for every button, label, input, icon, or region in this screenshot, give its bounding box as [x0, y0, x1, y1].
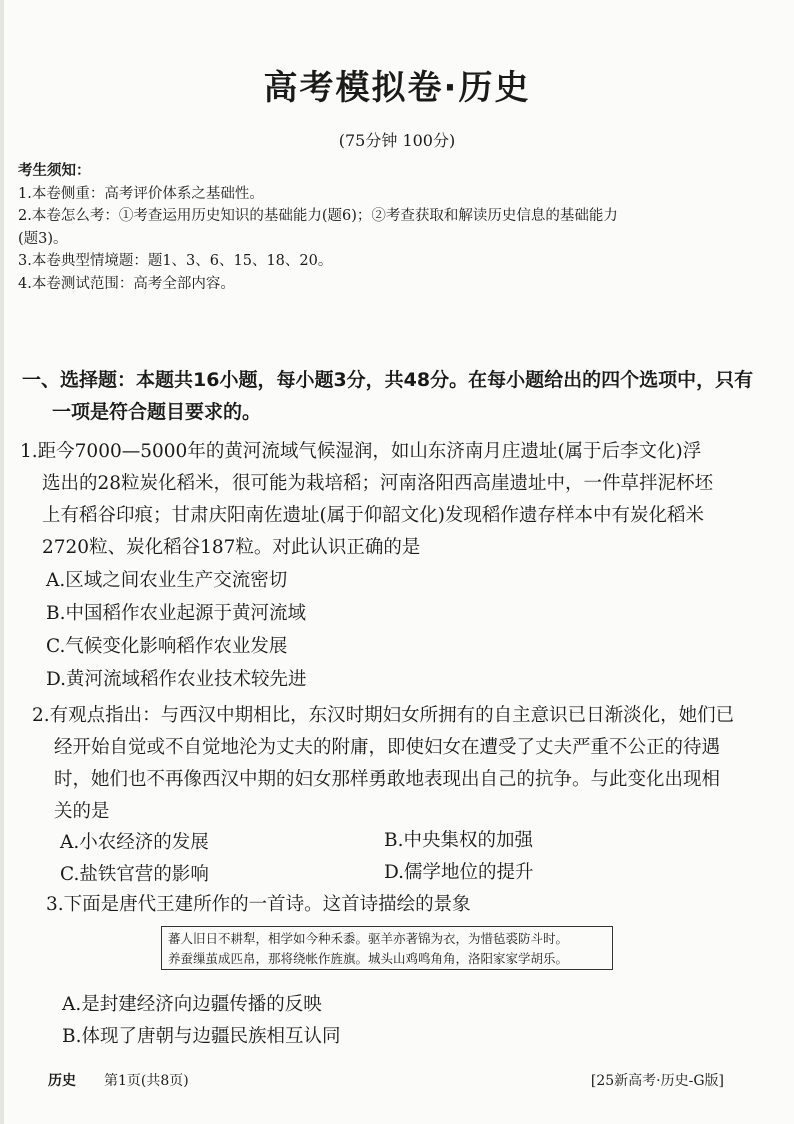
- scan-edge: [0, 0, 4, 1124]
- poem-box: [161, 926, 613, 970]
- section-heading-line: 一、选择题：本题共16小题，每小题3分，共48分。在每小题给出的四个选项中，只有: [22, 369, 754, 391]
- notice-item: (题3)。: [18, 230, 68, 247]
- poem-line: 养蚕缫茧成匹帛，那将绕帐作旌旗。城头山鸡鸣角角，洛阳家家学胡乐。: [168, 951, 569, 966]
- q2-option-d[interactable]: D.儒学地位的提升: [384, 862, 534, 883]
- poem-line: 蕃人旧日不耕犁，相学如今种禾黍。驱羊亦著锦为衣，为惜毡裘防斗时。: [168, 931, 569, 946]
- question-line: 上有稻谷印痕；甘肃庆阳南佐遗址(属于仰韶文化)发现稻作遗存样本中有炭化稻米: [42, 505, 704, 526]
- exam-duration-score: (75分钟 100分): [338, 131, 456, 150]
- exam-title: 高考模拟卷·历史: [263, 68, 531, 108]
- question-line: 1.距今7000—5000年的黄河流域气候湿润，如山东济南月庄遗址(属于后李文化)浮: [20, 441, 702, 462]
- section-heading-line: 一项是符合题目要求的。: [52, 401, 262, 423]
- q2-option-b[interactable]: B.中央集权的加强: [384, 830, 533, 851]
- question-line: 关的是: [54, 801, 110, 822]
- q1-option-a[interactable]: A.区域之间农业生产交流密切: [46, 570, 288, 591]
- notice-block: [18, 160, 778, 295]
- section-heading: [22, 364, 782, 428]
- q1-option-b[interactable]: B.中国稻作农业起源于黄河流域: [46, 603, 306, 624]
- q1-option-c[interactable]: C.气候变化影响稻作农业发展: [46, 636, 288, 657]
- q1-option-d[interactable]: D.黄河流域稻作农业技术较先进: [46, 669, 307, 690]
- question-line: 选出的28粒炭化稻米，很可能为栽培稻；河南洛阳西高崖遗址中，一件草拌泥杯坯: [42, 473, 714, 494]
- question-3-stem: 3.下面是唐代王建所作的一首诗。这首诗描绘的景象: [46, 894, 471, 915]
- notice-item: 2.本卷怎么考：①考查运用历史知识的基础能力(题6)；②考查获取和解读历史信息的基础能力: [18, 208, 618, 224]
- notice-item: 1.本卷侧重：高考评价体系之基础性。: [18, 185, 264, 202]
- question-line: 经开始自觉或不自觉地沦为丈夫的附庸，即使妇女在遭受了丈夫严重不公正的待遇: [54, 737, 721, 758]
- question-line: 时，她们也不再像西汉中期的妇女那样勇敢地表现出自己的抗争。与此变化出现相: [54, 769, 721, 790]
- q3-option-a[interactable]: A.是封建经济向边疆传播的反映: [62, 994, 322, 1015]
- question-1-stem: [20, 436, 713, 564]
- notice-item: 4.本卷测试范围：高考全部内容。: [18, 275, 235, 292]
- q3-option-b[interactable]: B.体现了唐朝与边疆民族相互认同: [62, 1026, 341, 1047]
- q2-option-a[interactable]: A.小农经济的发展: [60, 832, 209, 853]
- q2-option-c[interactable]: C.盐铁官营的影响: [60, 864, 209, 885]
- question-line: 2720粒、炭化稻谷187粒。对此认识正确的是: [42, 537, 421, 558]
- question-2-stem: [32, 700, 734, 828]
- footer-edition-code: [25新高考·历史-G版]: [590, 1073, 724, 1089]
- footer-page-number: 第1页(共8页): [104, 1073, 189, 1089]
- notice-item: 3.本卷典型情境题：题1、3、6、15、18、20。: [18, 253, 333, 269]
- footer-left: [48, 1070, 189, 1090]
- notice-heading: 考生须知：: [18, 163, 91, 179]
- question-line: 2.有观点指出：与西汉中期相比，东汉时期妇女所拥有的自主意识已日渐淡化，她们已: [32, 705, 735, 726]
- footer-subject: 历史: [48, 1073, 76, 1089]
